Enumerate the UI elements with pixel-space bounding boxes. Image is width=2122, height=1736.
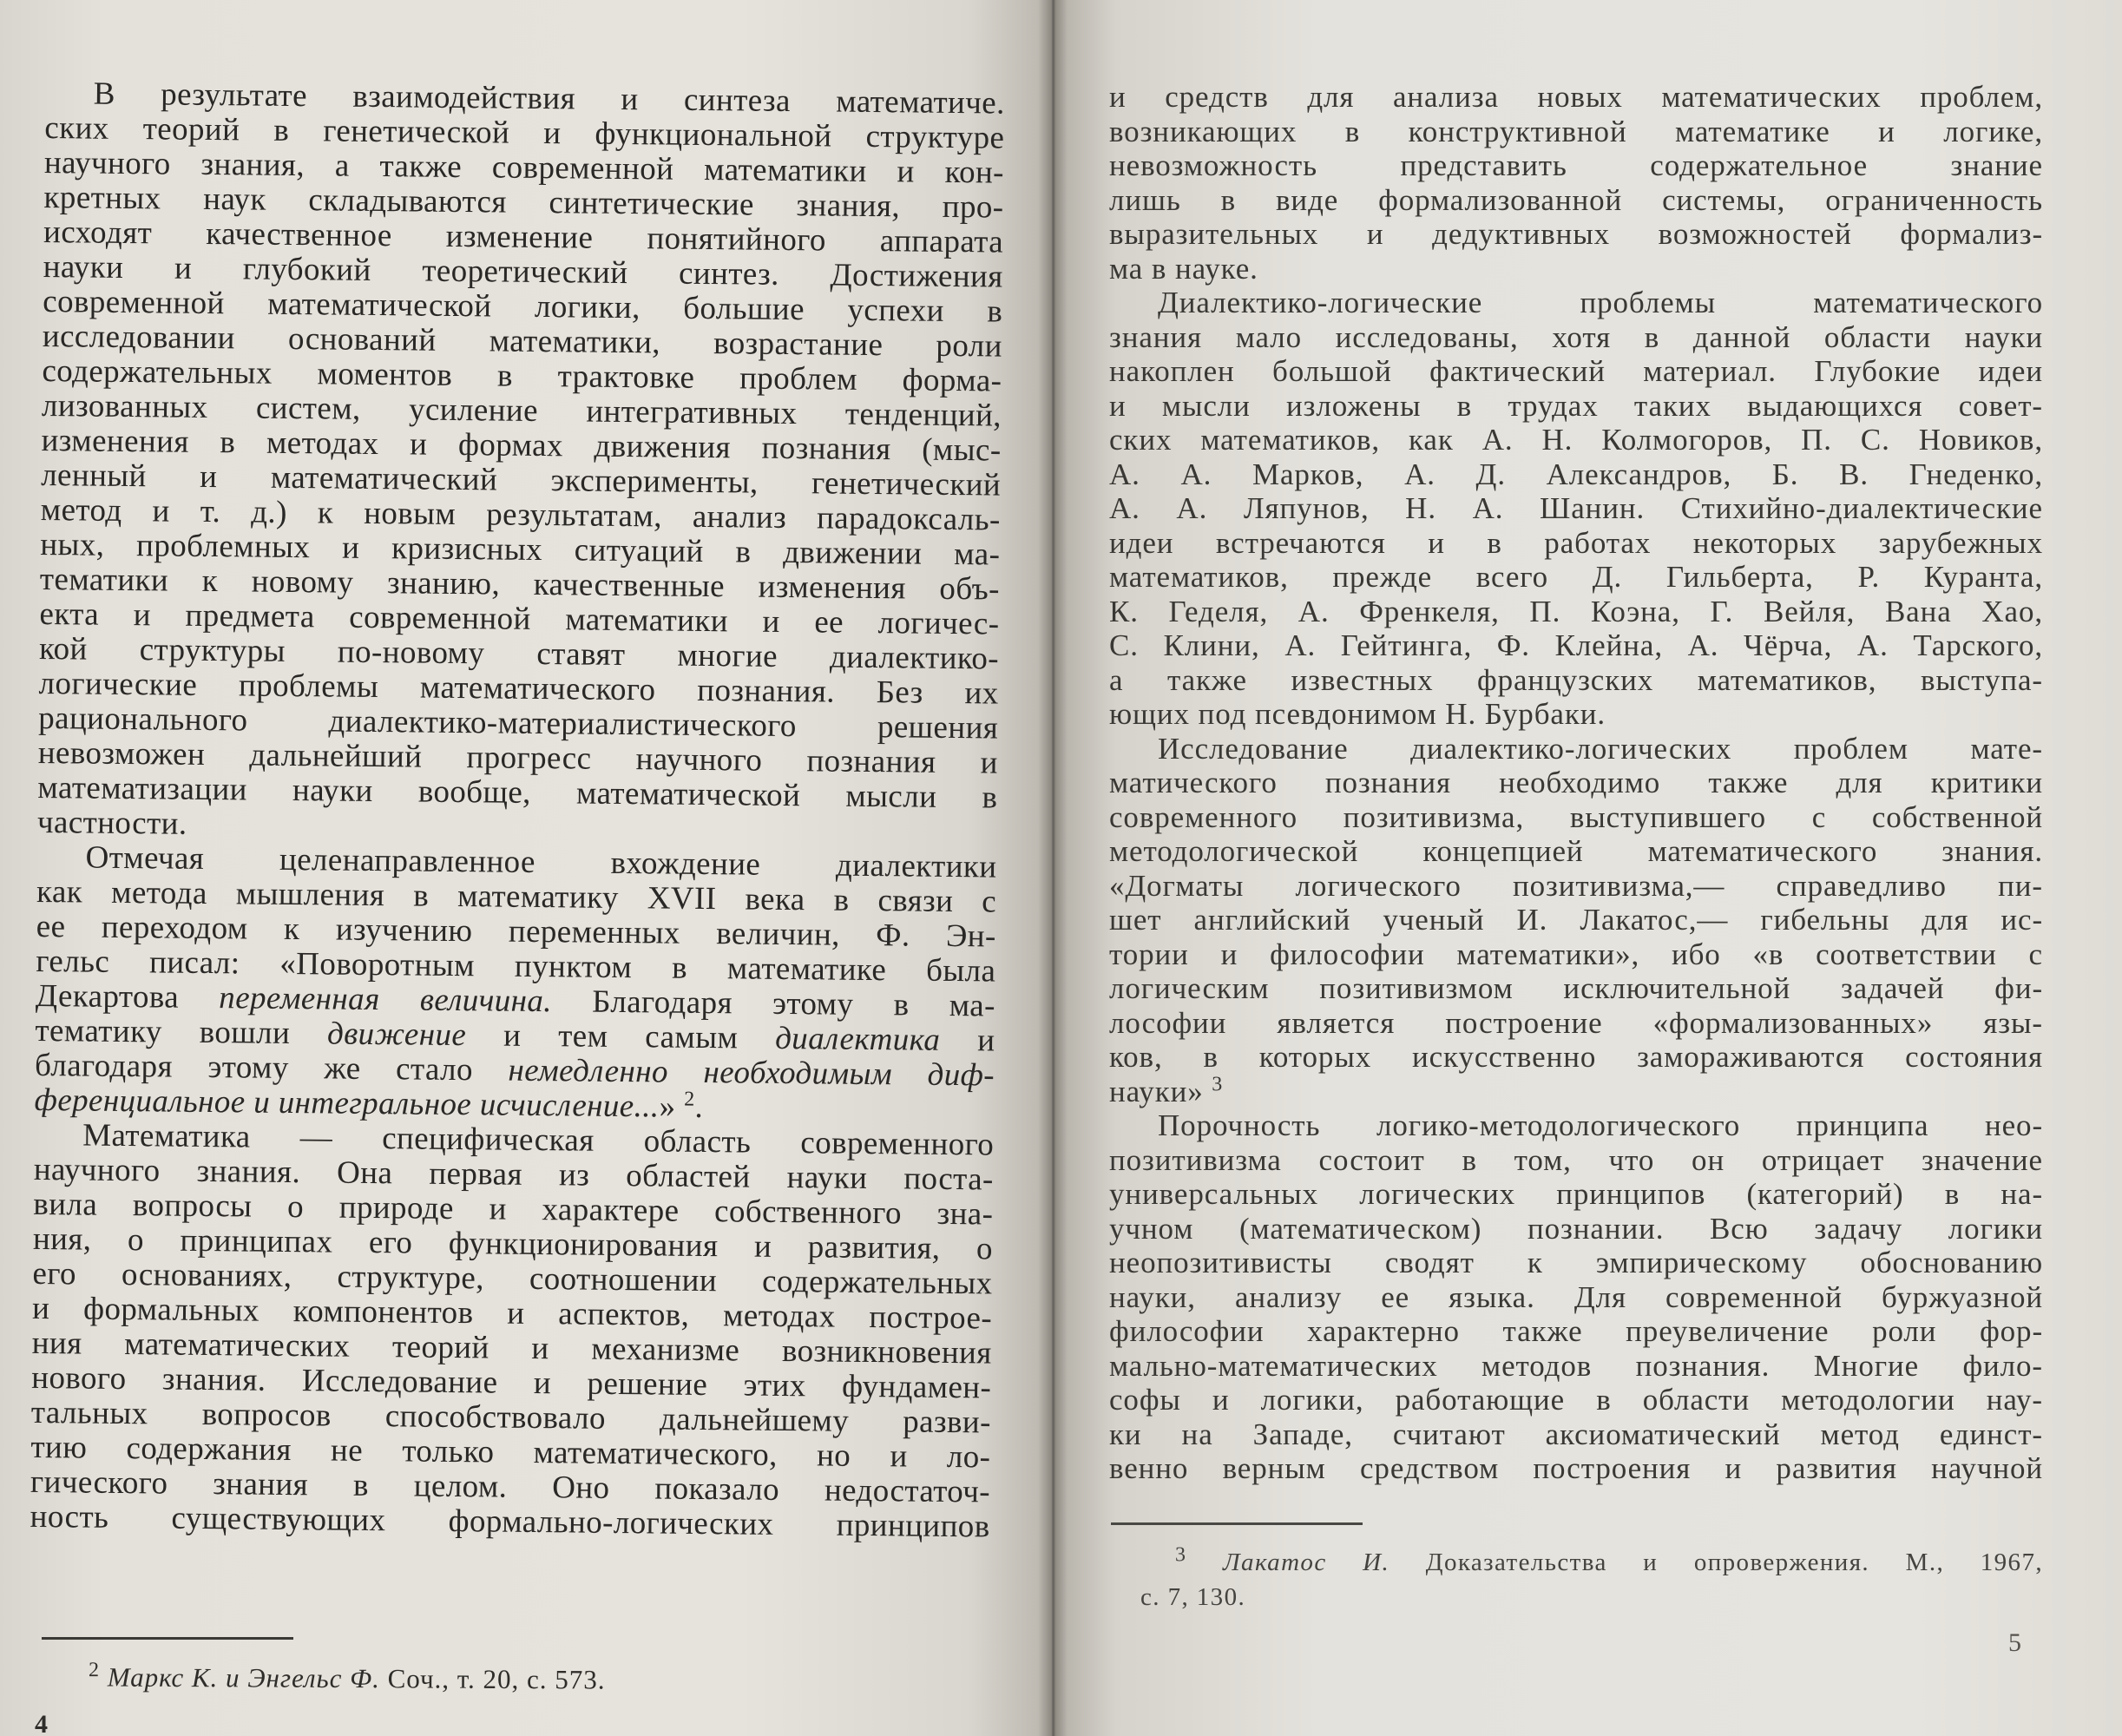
footnote-text: Доказательства и опровержения. М., 1967,	[1389, 1549, 2043, 1576]
text-span: Декартова	[35, 977, 220, 1016]
text-line: тию содержания не только математического, но и ло-	[30, 1429, 991, 1476]
text-line	[1109, 1072, 2043, 1109]
footnote-author: Лакатос И.	[1223, 1549, 1390, 1576]
text-line: С. Клини, А. Гейтинга, Ф. Клейна, А. Чёрча, А. Тарского,	[1109, 628, 2043, 662]
text-line: Математика — специфическая область современного	[82, 1117, 995, 1163]
text-line: математиков, прежде всего Д. Гильберта, Р. Куранта,	[1109, 560, 2043, 594]
text-line: гического знания в целом. Оно показало недостаточ-	[30, 1463, 991, 1510]
text-line: ность существующих формально-логических принципов	[30, 1498, 990, 1545]
right-page	[1052, 0, 2122, 1736]
text-line: А. А. Ляпунов, Н. А. Шанин. Стихийно-диалектические	[1109, 491, 2043, 525]
text-line: екта и предмета современной математики и ее логичес-	[39, 595, 1000, 642]
text-span: благодаря этому же стало	[34, 1047, 509, 1088]
text-line: невозможность представить содержательное знание	[1109, 148, 2043, 182]
text-line: содержательных моментов в трактовке проблем форма-	[42, 352, 1002, 399]
text-line: современной математической логики, большие успехи в	[43, 283, 1003, 330]
text-line: математизации науки вообще, математической мысли в	[37, 769, 998, 816]
footnote	[89, 1660, 606, 1697]
text-line: частности.	[36, 804, 187, 842]
italic-emphasis: движение	[326, 1016, 467, 1054]
text-line: позитивизма состоит в том, что он отрицает значение	[1109, 1142, 2043, 1177]
text-line: методологической концепцией математического знания.	[1109, 834, 2043, 868]
text-line: Исследование диалектико-логических проблем мате-	[1158, 731, 2043, 766]
text-span: и тем самым	[465, 1017, 776, 1056]
text-line: ных, проблемных и кризисных ситуаций в движении ма-	[40, 526, 1001, 573]
left-page	[0, 0, 1052, 1736]
text-line: ее переходом к изучению переменных величин, Ф. Эн-	[36, 908, 996, 955]
text-line: ющих под псевдонимом Н. Бурбаки.	[1109, 697, 1606, 731]
text-line: неопозитивисты сводят к эмпирическому обоснованию	[1109, 1246, 2043, 1279]
text-line: ма в науке.	[1109, 251, 1258, 286]
text-line: ских математиков, как А. Н. Колмогоров, П. С. Новиков,	[1109, 423, 2043, 457]
text-line: выразительных и дедуктивных возможностей формализ-	[1109, 217, 2043, 251]
text-line: и мысли изложены в трудах таких выдающихся совет-	[1109, 388, 2043, 423]
text-line: лишь в виде формализованной системы, ограниченность	[1109, 182, 2043, 217]
text-line: как метода мышления в математику XVII века в связи с	[36, 873, 997, 920]
text-line: ленный и математический эксперименты, генетический	[40, 457, 1002, 503]
text-line: ских теорий в генетической и функциональной структуре	[44, 109, 1005, 156]
text-line: кретных наук складываются синтетические знания, про-	[43, 179, 1004, 226]
text-line: исследовании оснований математики, возрастание роли	[42, 318, 1003, 365]
right-page-body	[1109, 80, 2043, 1486]
text-line: К. Геделя, А. Френкеля, П. Коэна, Г. Вейля, Вана Хао,	[1109, 594, 2043, 628]
text-line: научного знания, а также современной математики и кон-	[43, 144, 1005, 191]
footnote-line	[1175, 1545, 2043, 1580]
text-line: вила вопросы о природе и характере собственного зна-	[33, 1186, 994, 1233]
text-span: »	[659, 1088, 676, 1125]
text-line: и формальных компонентов и аспектов, методах построе-	[31, 1290, 993, 1337]
book-gutter-shadow	[1038, 0, 1068, 1736]
footnote-line: с. 7, 130.	[1140, 1583, 1246, 1611]
left-page-body	[30, 76, 1005, 1544]
text-span: науки»	[1109, 1074, 1204, 1108]
text-line: изменения в методах и формах движения познания (мыс-	[41, 422, 1002, 469]
text-line: научного знания. Она первая из областей науки поста-	[33, 1151, 994, 1198]
text-line: философии характерно также преувеличение роли фор-	[1109, 1314, 2043, 1348]
text-line: его основаниях, структуре, соотношении содержательных	[32, 1255, 993, 1302]
text-line: универсальных логических принципов (категорий) в на-	[1109, 1177, 2043, 1211]
text-line: софы и логики, работающие в области методологии нау-	[1109, 1383, 2043, 1417]
text-span: и	[940, 1022, 995, 1059]
text-line: матического познания необходимо также для критики	[1109, 766, 2043, 799]
italic-emphasis: диалектика	[774, 1020, 941, 1058]
footnote-authors: Маркс К. и Энгельс Ф.	[107, 1661, 380, 1694]
text-span: тематику вошли	[35, 1012, 328, 1052]
text-line: науки и глубокий теоретический синтез. Достижения	[43, 248, 1003, 295]
text-line: мально-математических методов познания. Многие фило-	[1109, 1348, 2043, 1383]
text-line: лософии является построение «формализованных» язы-	[1109, 1005, 2043, 1040]
footnote-marker: 2	[684, 1088, 695, 1111]
text-line: ки на Западе, считают аксиоматический метод единст-	[1109, 1417, 2043, 1451]
text-line: шет английский ученый И. Лакатос,— гибельны для ис-	[1109, 903, 2043, 937]
text-line: логическим позитивизмом исключительной задачей фи-	[1109, 971, 2043, 1005]
footnote-marker: 3	[1212, 1072, 1224, 1095]
text-line: тематики к новому знанию, качественные изменения объ-	[39, 561, 1001, 608]
text-line: А. А. Марков, А. Д. Александров, Б. В. Гнеденко,	[1109, 457, 2043, 491]
text-span: Благодаря этому в ма-	[551, 983, 996, 1024]
text-line: кой структуры по-новому ставят многие диалектико-	[38, 630, 1000, 677]
footnote-rule	[1111, 1522, 1363, 1525]
text-line: невозможен дальнейший прогресс научного познания и	[37, 734, 998, 781]
text-line: гельс писал: «Поворотным пунктом в математике была	[36, 943, 996, 990]
italic-emphasis: немедленно необходимым диф-	[508, 1052, 995, 1094]
italic-emphasis: переменная величина.	[219, 980, 553, 1020]
text-line: ния, о принципах его функционирования и развития, о	[32, 1220, 994, 1267]
page-number: 4	[35, 1710, 48, 1736]
text-line: Отмечая целенаправленное вхождение диалектики	[85, 839, 997, 885]
text-line: идеи встречаются и в работах некоторых зарубежных	[1109, 525, 2043, 560]
text-line: современного позитивизма, выступившего с собственной	[1109, 799, 2043, 834]
text-line: лизованных систем, усиление интегративных тенденций,	[41, 387, 1002, 434]
text-line: ния математических теорий и механизме возникновения	[31, 1325, 992, 1371]
text-line: знания мало исследованы, хотя в данной области науки	[1109, 319, 2043, 354]
text-line: ков, в которых искусственно замораживаются состояния	[1109, 1040, 2043, 1074]
footnote-text: Соч., т. 20, с. 573.	[379, 1663, 606, 1695]
footnote-rule	[42, 1637, 293, 1640]
text-line: науки, анализу ее языка. Для современной буржуазной	[1109, 1279, 2043, 1314]
footnote-number: 2	[88, 1659, 101, 1682]
text-line: рационального диалектико-материалистического решения	[38, 700, 999, 746]
page-number: 5	[2008, 1628, 2021, 1657]
text-line: исходят качественное изменение понятийного аппарата	[43, 214, 1004, 260]
text-line: Диалектико-логические проблемы математического	[1158, 286, 2043, 319]
text-line: возникающих в конструктивной математике и логике,	[1109, 114, 2043, 148]
footnote-number: 3	[1175, 1543, 1187, 1567]
text-line: и средств для анализа новых математических проблем,	[1109, 80, 2043, 114]
text-line: В результате взаимодействия и синтеза математиче.	[93, 76, 1005, 122]
text-line: учном (математическом) познании. Всю задачу логики	[1109, 1211, 2043, 1246]
italic-emphasis: ференциальное и интегральное исчисление...	[34, 1082, 660, 1125]
text-line: тальных вопросов способствовало дальнейшему разви-	[30, 1394, 992, 1441]
footnote	[1140, 1543, 2043, 1614]
text-line: нового знания. Исследование и решение этих фундамен-	[31, 1359, 992, 1406]
text-line: метод и т. д.) к новым результатам, анализ парадоксаль-	[40, 491, 1001, 538]
text-line: Порочность логико-методологического принципа нео-	[1158, 1108, 2043, 1142]
text-line: а также известных французских математиков, выступа-	[1109, 662, 2043, 697]
text-line: венно верным средством построения и развития научной	[1109, 1451, 2043, 1485]
text-line: «Догматы логического позитивизма,— справедливо пи-	[1109, 868, 2043, 903]
text-line: накоплен большой фактический материал. Глубокие идеи	[1109, 354, 2043, 388]
text-line: тории и философии математики», ибо «в соответствии с	[1109, 937, 2043, 971]
text-line: логические проблемы математического познания. Без их	[38, 665, 999, 712]
text-span: .	[694, 1088, 704, 1126]
